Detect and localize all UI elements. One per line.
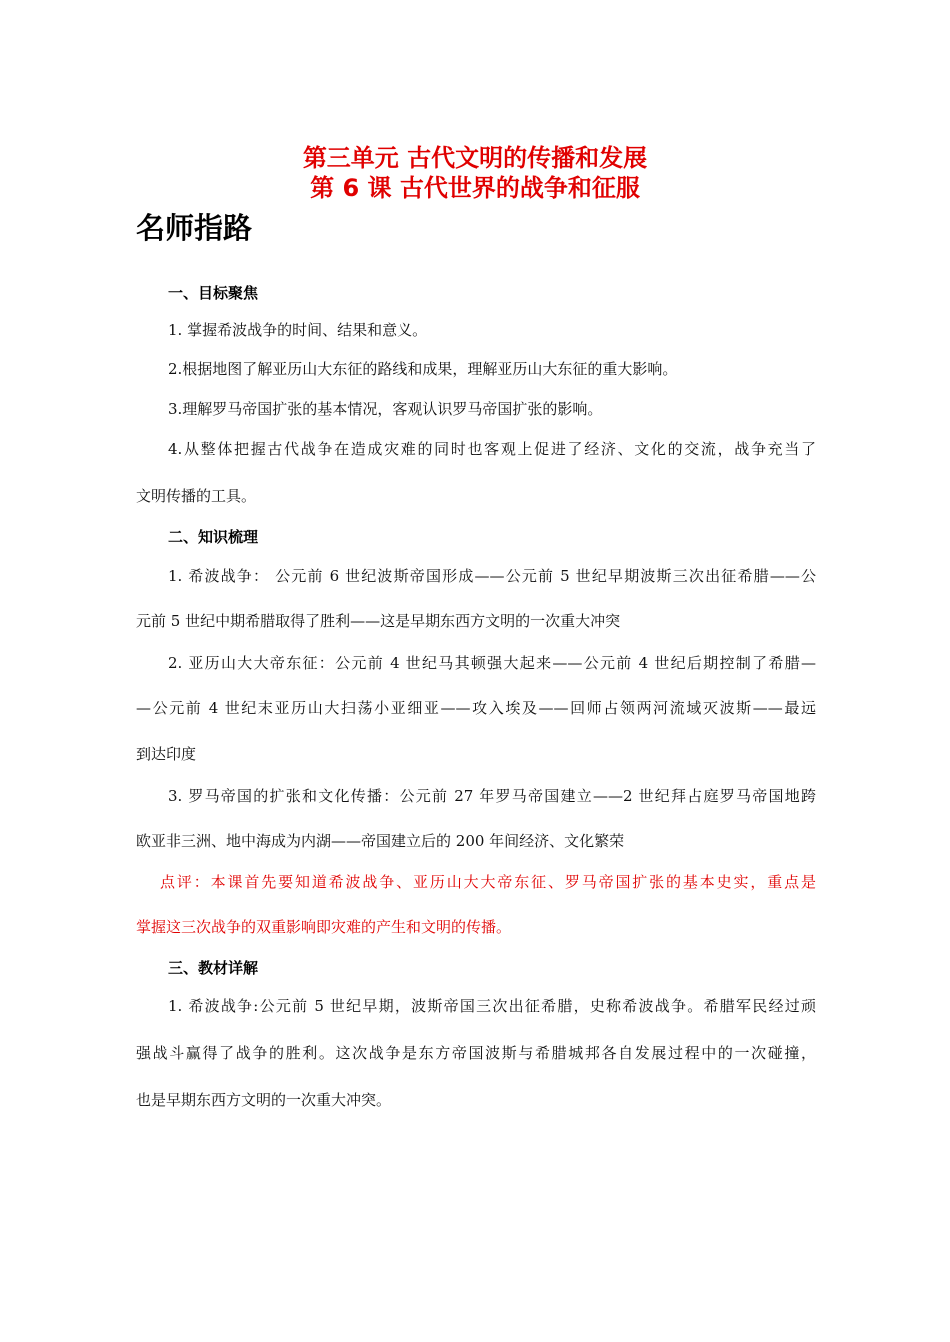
- textbook-item-continued: 也是早期东西方文明的一次重大冲突。: [136, 1091, 392, 1109]
- goal-item-continued: 文明传播的工具。: [136, 487, 257, 505]
- goal-item: 3.理解罗马帝国扩张的基本情况，客观认识罗马帝国扩张的影响。: [168, 400, 603, 418]
- lesson-title: 第 6 课 古代世界的战争和征服: [310, 174, 640, 202]
- goal-item: 1. 掌握希波战争的时间、结果和意义。: [168, 321, 428, 339]
- goal-item: 2.根据地图了解亚历山大东征的路线和成果，理解亚历山大东征的重大影响。: [168, 360, 678, 378]
- section-heading-goals: 一、目标聚焦: [168, 284, 259, 302]
- page-heading: 名师指路: [136, 211, 253, 245]
- knowledge-item: 1. 希波战争： 公元前 6 世纪波斯帝国形成——公元前 5 世纪早期波斯三次出征希腊——公: [168, 567, 816, 585]
- textbook-item: 1. 希波战争:公元前 5 世纪早期，波斯帝国三次出征希腊，史称希波战争。希腊军民经过顽: [168, 997, 816, 1015]
- textbook-item-continued: 强战斗赢得了战争的胜利。这次战争是东方帝国波斯与希腊城邦各自发展过程中的一次碰撞，: [136, 1044, 816, 1062]
- knowledge-item-continued: 元前 5 世纪中期希腊取得了胜利——这是早期东西方文明的一次重大冲突: [136, 612, 621, 630]
- unit-title: 第三单元 古代文明的传播和发展: [302, 144, 648, 172]
- knowledge-item-continued: 到达印度: [136, 745, 197, 763]
- section-heading-knowledge: 二、知识梳理: [168, 528, 259, 546]
- comment-text: 点评：本课首先要知道希波战争、亚历山大大帝东征、罗马帝国扩张的基本史实，重点是: [160, 873, 816, 891]
- knowledge-item: 2. 亚历山大大帝东征：公元前 4 世纪马其顿强大起来——公元前 4 世纪后期控制了希腊—: [168, 654, 816, 672]
- section-heading-textbook: 三、教材详解: [168, 959, 259, 977]
- knowledge-item: 3. 罗马帝国的扩张和文化传播：公元前 27 年罗马帝国建立——2 世纪拜占庭罗马帝国地跨: [168, 787, 816, 805]
- knowledge-item-continued: 欧亚非三洲、地中海成为内湖——帝国建立后的 200 年间经济、文化繁荣: [136, 832, 625, 850]
- comment-text-continued: 掌握这三次战争的双重影响即灾难的产生和文明的传播。: [136, 918, 512, 936]
- goal-item: 4.从整体把握古代战争在造成灾难的同时也客观上促进了经济、文化的交流，战争充当了: [168, 440, 816, 458]
- knowledge-item-continued: —公元前 4 世纪末亚历山大扫荡小亚细亚——攻入埃及——回师占领两河流域灭波斯——最远: [136, 699, 816, 717]
